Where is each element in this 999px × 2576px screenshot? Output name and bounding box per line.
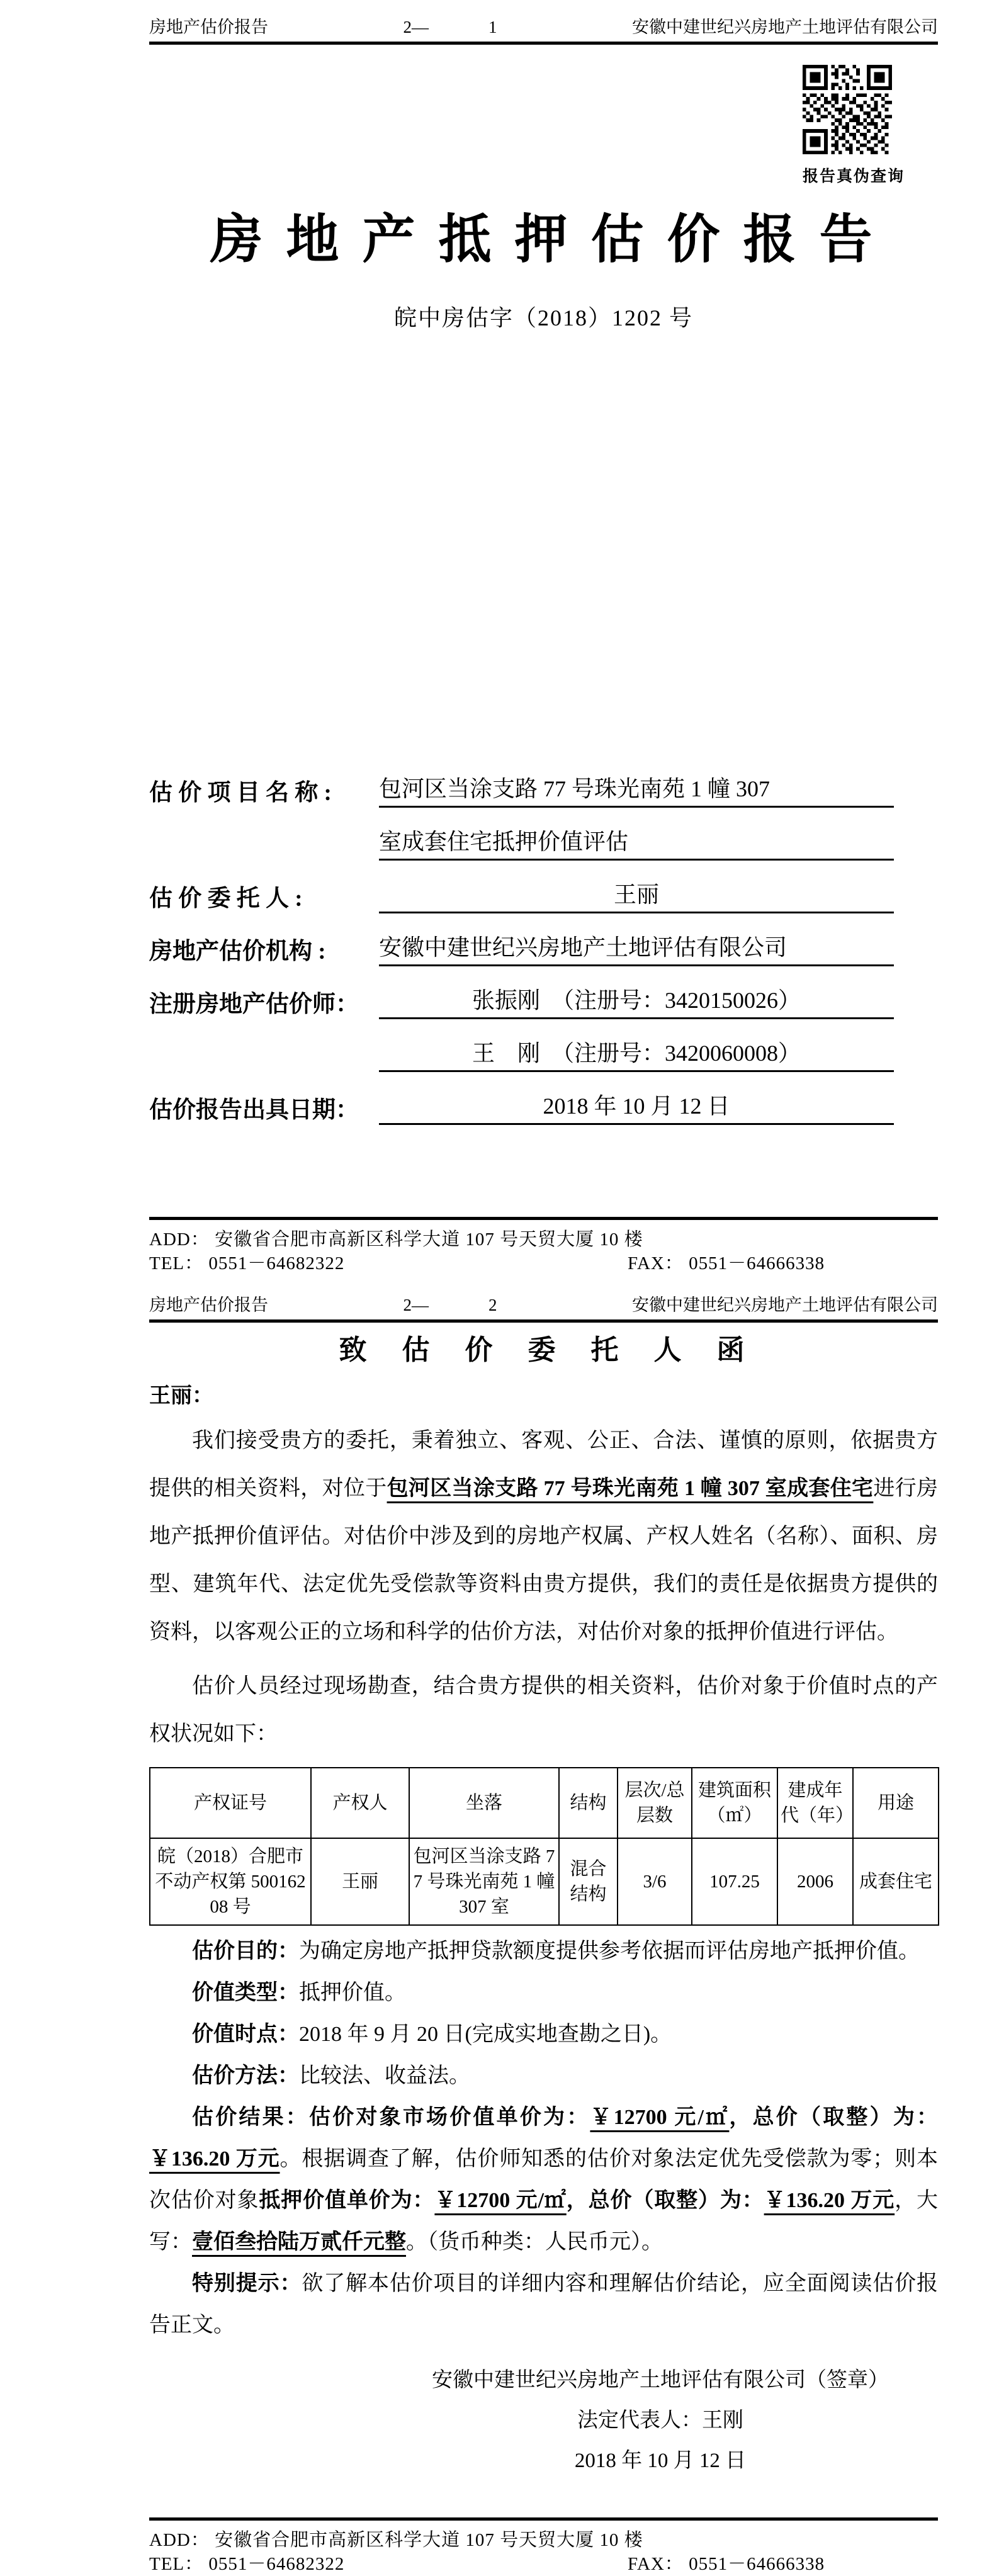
table-cell: 107.25 [692, 1838, 777, 1925]
table-header-cell: 用途 [853, 1768, 939, 1838]
header-divider [149, 42, 938, 45]
running-header-doc-title: 房地产估价报告 [149, 18, 268, 37]
field-appraiser-2 [149, 1019, 894, 1072]
item-method [149, 2055, 938, 2097]
paragraph-text: 进行房地产抵押价值评估。对估价中涉及到的房地产权属、产权人姓名（名称）、面积、房型、建筑年代、法定优先受偿款等资料由贵方提供，我们的责任是依据贵方提供的资料，以客观公正的立场和科学的估价方法，对估价对象的抵押价值进行评估。 [149, 1477, 939, 1644]
footer-address: ADD： 安徽省合肥市高新区科学大道 107 号天贸大厦 10 楼 [149, 1229, 643, 1250]
page2-footer [149, 2517, 938, 2576]
field-label: 估价报告出具日期： [149, 1097, 359, 1123]
ownership-table [149, 1767, 939, 1926]
running-header-doc-title: 房地产估价报告 [149, 1296, 268, 1314]
table-cell: 包河区当涂支路 77 号珠光南苑 1 幢 307 室 [409, 1838, 559, 1925]
result-text: 抵押价值单价为： [259, 2189, 435, 2212]
footer-address: ADD： 安徽省合肥市高新区科学大道 107 号天贸大厦 10 楼 [149, 2530, 643, 2550]
signature-company: 安徽中建世纪兴房地产土地评估有限公司（签章） [432, 2369, 889, 2392]
item-label: 价值类型： [192, 1981, 299, 2004]
item-text: 抵押价值。 [299, 1981, 406, 2004]
report-title: 房 地 产 抵 押 估 价 报 告 [210, 211, 878, 269]
result-text: ，总价（取整）为： [566, 2189, 764, 2212]
item-text: 比较法、收益法。 [299, 2064, 470, 2087]
letter-paragraph-1 [149, 1417, 938, 1656]
item-label: 估价目的： [192, 1940, 299, 1963]
page1-running-header [149, 0, 938, 38]
item-result [149, 2097, 938, 2263]
field-value: 张振刚 （注册号：3420150026） [379, 986, 894, 1019]
result-text: 估价对象市场价值单价为： [309, 2106, 590, 2129]
paragraph-text: 我们接受贵方的委托，秉着独立、客观、公正、合法、谨慎的原则，依据贵方提供的相关资料，对位于 [149, 1429, 938, 1500]
footer-tel: TEL： 0551－64682322 [149, 2554, 345, 2574]
item-label: 估价结果： [192, 2106, 310, 2129]
item-label: 估价方法： [192, 2064, 299, 2087]
footer-fax: FAX： 0551－64666338 [628, 1253, 825, 1274]
item-value-type [149, 1972, 938, 2014]
field-agency [149, 913, 894, 966]
field-project-name-line2 [149, 808, 894, 861]
report-verification-qr [803, 63, 903, 186]
table-cell: 皖（2018）合肥市不动产权第 50016208 号 [150, 1838, 311, 1925]
footer-tel: TEL： 0551－64682322 [149, 1253, 345, 1274]
item-purpose [149, 1931, 938, 1972]
total-price-value: ￥136.20 万元 [149, 2147, 280, 2171]
header-divider [149, 1319, 938, 1323]
field-appraiser-1 [149, 966, 894, 1019]
field-label: 估 价 项 目 名 称 : [149, 780, 332, 806]
running-header-company: 安徽中建世纪兴房地产土地评估有限公司 [632, 18, 938, 37]
qr-code-icon [803, 63, 892, 156]
page1-footer [149, 1217, 938, 1275]
signature-representative: 法定代表人：王刚 [577, 2409, 743, 2432]
unit-price-value: ￥12700 元/㎡ [590, 2106, 730, 2129]
table-header-cell: 建成年代（年） [777, 1768, 853, 1838]
field-label: 估 价 委 托 人 : [149, 886, 303, 912]
result-text: 。（货币种类：人民币元）。 [406, 2230, 663, 2254]
running-header-company: 安徽中建世纪兴房地产土地评估有限公司 [632, 1296, 938, 1314]
mortgage-unit-price-value: ￥12700 元/㎡ [434, 2189, 567, 2212]
page-marker: 2— [403, 1296, 429, 1314]
report-doc-number: 皖中房估字（2018）1202 号 [393, 305, 693, 330]
field-value: 2018 年 10 月 12 日 [379, 1092, 894, 1125]
table-cell: 王丽 [311, 1838, 409, 1925]
signature-date: 2018 年 10 月 12 日 [574, 2449, 747, 2472]
letter-title: 致 估 价 委 托 人 函 [339, 1335, 748, 1365]
field-value: 王丽 [379, 880, 894, 913]
table-cell: 成套住宅 [853, 1838, 939, 1925]
table-cell: 混合结构 [559, 1838, 618, 1925]
signature-block [432, 2360, 889, 2481]
page-marker: 2— [403, 18, 429, 37]
table-header-cell: 建筑面积（㎡） [692, 1768, 777, 1838]
letter-paragraph-2: 估价人员经过现场勘查，结合贵方提供的相关资料，估价对象于价值时点的产权状况如下： [149, 1675, 938, 1746]
field-client [149, 861, 894, 913]
item-text: 为确定房地产抵押贷款额度提供参考依据而评估房地产抵押价值。 [299, 1940, 920, 1963]
cover-form [149, 755, 894, 1125]
item-text: 2018 年 9 月 20 日(完成实地查勘之日)。 [299, 2023, 672, 2046]
field-project-name [149, 755, 894, 808]
result-text: ，大写： [149, 2189, 939, 2254]
field-label: 注册房地产估价师： [149, 991, 359, 1017]
page-number: 1 [488, 18, 497, 37]
field-value: 王 刚 （注册号：3420060008） [379, 1039, 894, 1072]
item-label: 特别提示： [192, 2272, 302, 2295]
table-header-cell: 层次/总层数 [618, 1768, 692, 1838]
page-number-group [404, 1294, 497, 1316]
page-number: 2 [488, 1296, 497, 1314]
salutation: 王丽： [149, 1384, 213, 1408]
result-text: ，总价（取整）为： [729, 2106, 939, 2129]
qr-caption: 报告真伪查询 [803, 168, 905, 185]
page2-running-header [149, 1275, 938, 1316]
field-report-date [149, 1072, 894, 1125]
item-text: 欲了解本估价项目的详细内容和理解估价结论，应全面阅读估价报告正文。 [149, 2272, 939, 2337]
amount-in-words: 壹佰叁拾陆万贰仟元整 [192, 2230, 406, 2254]
item-special-note [149, 2263, 938, 2346]
property-address-emphasis: 包河区当涂支路 77 号珠光南苑 1 幢 307 室成套住宅 [387, 1477, 874, 1500]
item-value-date [149, 2014, 938, 2055]
table-header-cell: 结构 [559, 1768, 618, 1838]
mortgage-total-price-value: ￥136.20 万元 [764, 2189, 895, 2212]
table-cell: 2006 [777, 1838, 853, 1925]
table-row [150, 1838, 939, 1925]
table-header-cell: 产权人 [311, 1768, 409, 1838]
table-header-cell: 坐落 [409, 1768, 559, 1838]
footer-fax: FAX： 0551－64666338 [628, 2554, 825, 2574]
table-header-cell: 产权证号 [150, 1768, 311, 1838]
summary-items [149, 1931, 938, 2346]
item-label: 价值时点： [192, 2023, 299, 2046]
field-value: 包河区当涂支路 77 号珠光南苑 1 幢 307 [379, 774, 894, 808]
page-number-group [404, 16, 497, 38]
field-value: 安徽中建世纪兴房地产土地评估有限公司 [379, 933, 894, 966]
field-label: 房地产估价机构 : [149, 939, 326, 964]
table-header-row [150, 1768, 939, 1838]
field-value: 室成套住宅抵押价值评估 [379, 827, 894, 861]
table-cell: 3/6 [618, 1838, 692, 1925]
result-text: 。根据调查了解，估价师知悉的估价对象法定优先受偿款为零；则本次估价对象 [149, 2147, 938, 2212]
